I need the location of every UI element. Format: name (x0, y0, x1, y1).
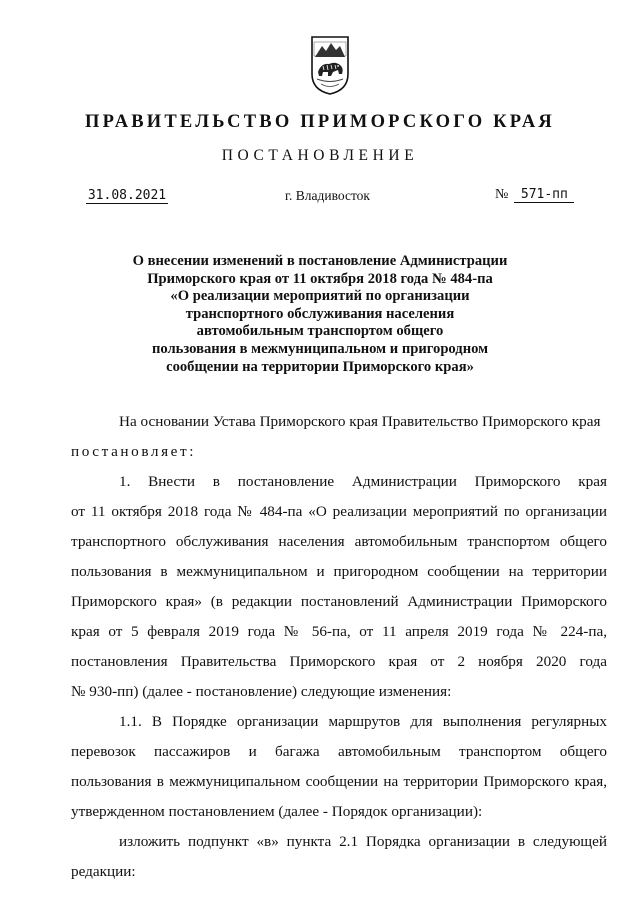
government-name: ПРАВИТЕЛЬСТВО ПРИМОРСКОГО КРАЯ (84, 112, 555, 132)
body-line: 1.1. В Порядке организации маршрутов для выполнения регулярных (119, 713, 607, 730)
body-line: На основании Устава Приморского края Правительство Приморского края (119, 413, 601, 430)
subject-line: сообщении на территории Приморского края» (166, 358, 474, 375)
document-body (71, 407, 607, 887)
document-number-block (495, 187, 574, 203)
body-line: края от 5 февраля 2019 года № 56-па, от 11 апреля 2019 года № 224-па, (71, 623, 607, 640)
body-line: от 11 октября 2018 года № 484-па «О реализации мероприятий по организации (71, 503, 607, 520)
subject-line: «О реализации мероприятий по организации (170, 288, 470, 305)
document-city: г. Владивосток (285, 188, 370, 203)
subject-line: О внесении изменений в постановление Администрации (132, 253, 508, 269)
body-line: изложить подпункт «в» пункта 2.1 Порядка организации в следующей (119, 833, 607, 850)
body-line: пользования в межмуниципальном сообщении на территории Приморского края, (71, 773, 607, 790)
body-line: перевозок пассажиров и багажа автомобильным транспортом общего (71, 743, 607, 760)
document-number: 571-пп (514, 187, 574, 203)
document-type: ПОСТАНОВЛЕНИЕ (221, 147, 419, 164)
document-subject (96, 253, 544, 376)
subject-line: транспортного обслуживания населения (185, 305, 455, 322)
body-line: пользования в межмуниципальном и пригородном сообщении на территории (71, 563, 607, 580)
body-line: постановления Правительства Приморского края от 2 ноября 2020 года (71, 653, 607, 670)
body-line: постановляет: (71, 443, 197, 460)
body-line: редакции: (71, 863, 136, 880)
subject-line: пользования в межмуниципальном и пригородном (151, 340, 489, 357)
body-line: Приморского края» (в редакции постановлений Администрации Приморского (71, 593, 607, 610)
body-line: утвержденном постановлением (далее - Порядок организации): (71, 803, 483, 820)
body-line: транспортного обслуживания населения автомобильным транспортом общего (71, 533, 607, 550)
subject-line: Приморского края от 11 октября 2018 года № 484-па (147, 270, 493, 287)
body-line: 1. Внести в постановление Администрации Приморского края (119, 473, 607, 490)
body-line: № 930-пп) (далее - постановление) следующие изменения: (71, 683, 452, 700)
subject-line: автомобильным транспортом общего (196, 323, 444, 340)
document-date: 31.08.2021 (87, 188, 167, 203)
primorsky-coat-of-arms-icon (309, 34, 351, 96)
number-sign: № (495, 187, 509, 202)
